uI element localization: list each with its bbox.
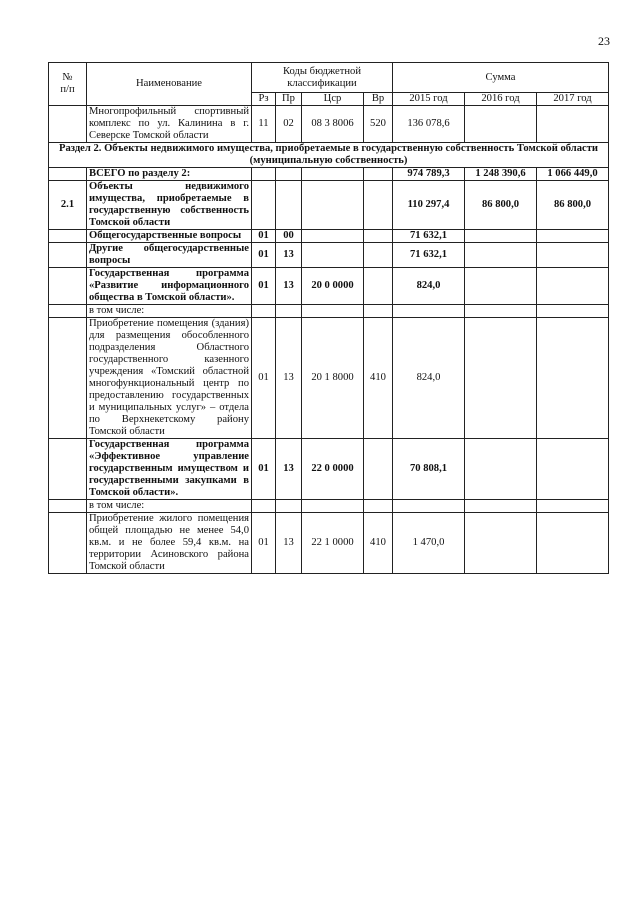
cell-pr bbox=[276, 500, 302, 513]
header-2016: 2016 год bbox=[465, 93, 537, 106]
cell-vr bbox=[364, 181, 393, 230]
cell-csr bbox=[302, 243, 364, 268]
cell-csr: 08 3 8006 bbox=[302, 106, 364, 143]
cell-name: Государственная программа «Эффективное управление государственным имуществом и государственными закупками в Томской области». bbox=[87, 439, 252, 500]
section-title: Раздел 2. Объекты недвижимого имущества, приобретаемые в государственную собственность Томской области (муниципальную собственность) bbox=[49, 143, 609, 168]
header-2017: 2017 год bbox=[537, 93, 609, 106]
cell-y2017 bbox=[537, 513, 609, 574]
cell-num bbox=[49, 230, 87, 243]
cell-y2017 bbox=[537, 106, 609, 143]
cell-vr bbox=[364, 268, 393, 305]
cell-pr: 00 bbox=[276, 230, 302, 243]
cell-num bbox=[49, 106, 87, 143]
cell-rz bbox=[252, 168, 276, 181]
cell-y2017 bbox=[537, 500, 609, 513]
cell-vr: 410 bbox=[364, 318, 393, 439]
cell-rz: 01 bbox=[252, 513, 276, 574]
cell-vr bbox=[364, 168, 393, 181]
cell-csr bbox=[302, 181, 364, 230]
header-num: № п/п bbox=[49, 63, 87, 106]
cell-csr: 20 1 8000 bbox=[302, 318, 364, 439]
header-vr: Вр bbox=[364, 93, 393, 106]
header-name: Наименование bbox=[87, 63, 252, 106]
cell-name: в том числе: bbox=[87, 305, 252, 318]
cell-name: Приобретение помещения (здания) для размещения обособленного подразделения Областного государственного казенного учреждения «Томский областной многофункциональный центр по предоставлению государственных и муниципальных услуг» – отдела по Верхнекетскому району Томской области bbox=[87, 318, 252, 439]
cell-pr: 13 bbox=[276, 243, 302, 268]
cell-pr: 13 bbox=[276, 318, 302, 439]
table-row bbox=[49, 106, 609, 143]
cell-y2016 bbox=[465, 318, 537, 439]
cell-name: Общегосударственные вопросы bbox=[87, 230, 252, 243]
cell-y2017 bbox=[537, 243, 609, 268]
cell-y2017 bbox=[537, 268, 609, 305]
cell-pr bbox=[276, 181, 302, 230]
cell-y2016 bbox=[465, 106, 537, 143]
cell-y2016 bbox=[465, 500, 537, 513]
cell-pr: 02 bbox=[276, 106, 302, 143]
cell-num bbox=[49, 305, 87, 318]
cell-rz: 01 bbox=[252, 230, 276, 243]
budget-table bbox=[48, 62, 609, 574]
cell-num bbox=[49, 500, 87, 513]
page-number: 23 bbox=[598, 34, 610, 48]
cell-num bbox=[49, 243, 87, 268]
cell-y2017 bbox=[537, 318, 609, 439]
cell-vr bbox=[364, 439, 393, 500]
cell-vr bbox=[364, 230, 393, 243]
cell-pr: 13 bbox=[276, 513, 302, 574]
cell-y2017: 86 800,0 bbox=[537, 181, 609, 230]
table-row bbox=[49, 500, 609, 513]
header-codes: Коды бюджетной классификации bbox=[252, 63, 393, 93]
cell-name: Государственная программа «Развитие информационного общества в Томской области». bbox=[87, 268, 252, 305]
cell-y2015: 71 632,1 bbox=[393, 230, 465, 243]
cell-vr bbox=[364, 305, 393, 318]
cell-csr: 22 0 0000 bbox=[302, 439, 364, 500]
table-row bbox=[49, 439, 609, 500]
cell-y2017: 1 066 449,0 bbox=[537, 168, 609, 181]
cell-y2015: 136 078,6 bbox=[393, 106, 465, 143]
cell-y2015: 974 789,3 bbox=[393, 168, 465, 181]
cell-vr: 520 bbox=[364, 106, 393, 143]
cell-csr bbox=[302, 168, 364, 181]
cell-y2015: 70 808,1 bbox=[393, 439, 465, 500]
header-sum: Сумма bbox=[393, 63, 609, 93]
table-row bbox=[49, 305, 609, 318]
cell-num bbox=[49, 268, 87, 305]
table-row bbox=[49, 513, 609, 574]
cell-pr bbox=[276, 168, 302, 181]
cell-rz: 01 bbox=[252, 243, 276, 268]
cell-rz: 11 bbox=[252, 106, 276, 143]
header-rz: Рз bbox=[252, 93, 276, 106]
table-row bbox=[49, 230, 609, 243]
cell-y2016 bbox=[465, 268, 537, 305]
cell-rz: 01 bbox=[252, 268, 276, 305]
cell-y2017 bbox=[537, 230, 609, 243]
cell-rz bbox=[252, 181, 276, 230]
cell-y2015 bbox=[393, 305, 465, 318]
header-pr: Пр bbox=[276, 93, 302, 106]
cell-rz bbox=[252, 500, 276, 513]
cell-num bbox=[49, 318, 87, 439]
cell-y2015: 71 632,1 bbox=[393, 243, 465, 268]
cell-y2016 bbox=[465, 513, 537, 574]
cell-y2016 bbox=[465, 230, 537, 243]
cell-name: ВСЕГО по разделу 2: bbox=[87, 168, 252, 181]
cell-csr bbox=[302, 230, 364, 243]
cell-csr: 22 1 0000 bbox=[302, 513, 364, 574]
cell-y2015: 824,0 bbox=[393, 318, 465, 439]
table-row bbox=[49, 318, 609, 439]
cell-name: Многопрофильный спортивный комплекс по ул. Калинина в г. Северске Томской области bbox=[87, 106, 252, 143]
cell-num: 2.1 bbox=[49, 181, 87, 230]
cell-name: Приобретение жилого помещения общей площадью не менее 54,0 кв.м. и не более 59,4 кв.м. на территории Асиновского района Томской области bbox=[87, 513, 252, 574]
cell-num bbox=[49, 439, 87, 500]
cell-name: Другие общегосударственные вопросы bbox=[87, 243, 252, 268]
cell-y2016: 1 248 390,6 bbox=[465, 168, 537, 181]
cell-y2015: 110 297,4 bbox=[393, 181, 465, 230]
cell-csr bbox=[302, 305, 364, 318]
cell-pr bbox=[276, 305, 302, 318]
table-row bbox=[49, 168, 609, 181]
cell-y2017 bbox=[537, 439, 609, 500]
header-2015: 2015 год bbox=[393, 93, 465, 106]
cell-y2016 bbox=[465, 305, 537, 318]
table-row bbox=[49, 268, 609, 305]
cell-num bbox=[49, 168, 87, 181]
cell-vr: 410 bbox=[364, 513, 393, 574]
cell-name: в том числе: bbox=[87, 500, 252, 513]
cell-y2016 bbox=[465, 243, 537, 268]
cell-csr bbox=[302, 500, 364, 513]
cell-vr bbox=[364, 243, 393, 268]
cell-y2017 bbox=[537, 305, 609, 318]
cell-y2016 bbox=[465, 439, 537, 500]
cell-csr: 20 0 0000 bbox=[302, 268, 364, 305]
cell-vr bbox=[364, 500, 393, 513]
header-csr: Цср bbox=[302, 93, 364, 106]
cell-rz: 01 bbox=[252, 318, 276, 439]
cell-num bbox=[49, 513, 87, 574]
cell-pr: 13 bbox=[276, 439, 302, 500]
section-row bbox=[49, 143, 609, 168]
cell-rz: 01 bbox=[252, 439, 276, 500]
table-row bbox=[49, 243, 609, 268]
cell-pr: 13 bbox=[276, 268, 302, 305]
cell-rz bbox=[252, 305, 276, 318]
cell-y2015: 1 470,0 bbox=[393, 513, 465, 574]
cell-name: Объекты недвижимого имущества, приобретаемые в государственную собственность Томской области bbox=[87, 181, 252, 230]
cell-y2016: 86 800,0 bbox=[465, 181, 537, 230]
cell-y2015 bbox=[393, 500, 465, 513]
table-row bbox=[49, 181, 609, 230]
cell-y2015: 824,0 bbox=[393, 268, 465, 305]
